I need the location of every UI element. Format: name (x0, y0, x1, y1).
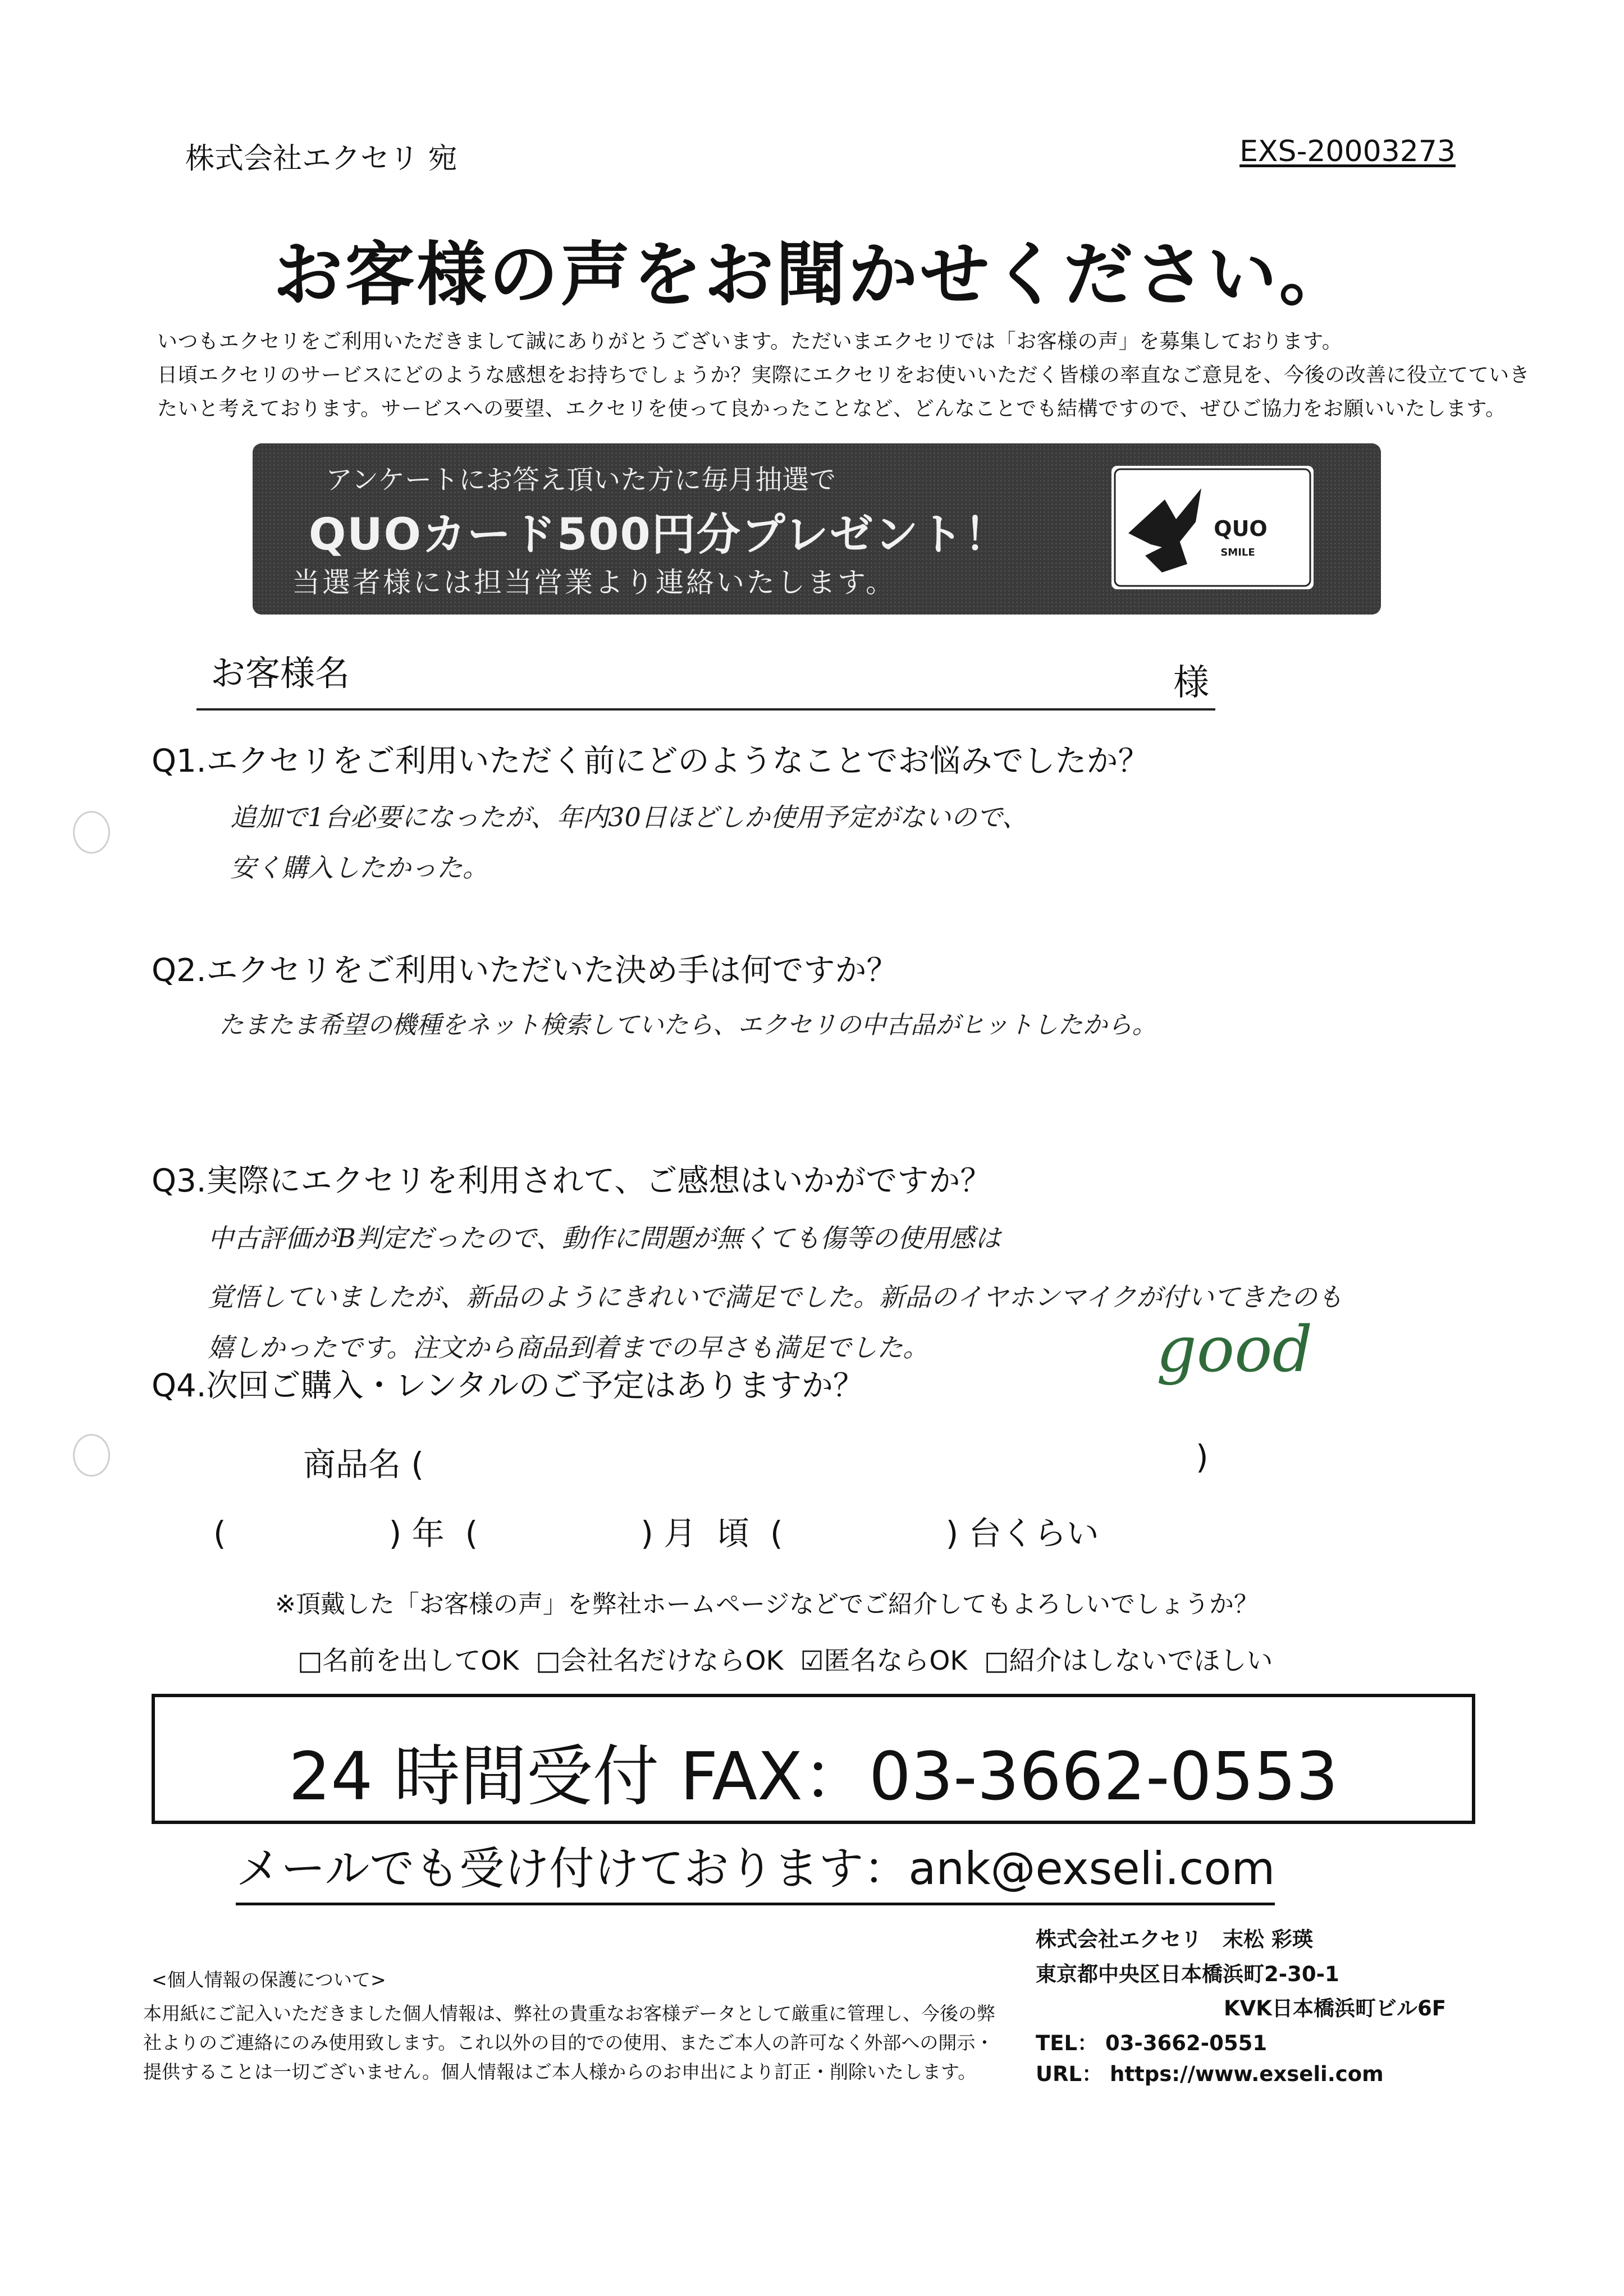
company-address: 東京都中央区日本橋浜町2-30-1 (1036, 1962, 1339, 1986)
purchase-timing-fields[interactable]: ( ) 年 ( ) 月 頃 ( ) 台くらい (213, 1514, 1099, 1552)
quo-card-image (1111, 466, 1314, 589)
fax-number: 24 時間受付 FAX：03-3662-0553 (289, 1738, 1338, 1815)
campaign-banner (253, 443, 1381, 615)
banner-line: 当選者様には担当営業より連絡いたします。 (292, 566, 896, 599)
product-name-close: ) (1196, 1438, 1209, 1476)
intro-line: いつもエクセリをご利用いただきまして誠にありがとうございます。ただいまエクセリでは「お客様の声」を募集しております。 (157, 330, 1343, 353)
good-annotation: good (1156, 1313, 1313, 1386)
product-name-field[interactable]: 商品名 ( (303, 1445, 424, 1483)
answer-q2-line: たまたま希望の機種をネット検索していたら、エクセリの中古品がヒットしたから。 (219, 1011, 1157, 1039)
answer-q1-line: 安く購入したかった。 (230, 853, 488, 883)
intro-line: たいと考えております。サービスへの要望、エクセリを使って良かったことなど、どんなことでも結構ですので、ぜひご協力をお願いいたします。 (157, 397, 1506, 420)
privacy-line: 社よりのご連絡にのみ使用致します。これ以外の目的での使用、またご本人の許可なく外部への開示・ (143, 2032, 994, 2054)
punch-hole (73, 1434, 110, 1477)
answer-q3-line: 嬉しかったです。注文から商品到着までの早さも満足でした。 (208, 1332, 929, 1363)
privacy-line: 本用紙にご記入いただきました個人情報は、弊社の貴重なお客様データとして厳重に管理し、今後の弊 (143, 2002, 995, 2024)
mail-contact: メールでも受け付けております：ank@exseli.com (236, 1832, 1275, 1905)
fax-box (152, 1694, 1475, 1824)
page-title: お客様の声をお聞かせください。 (273, 235, 1351, 315)
question-q4: Q4.次回ご購入・レンタルのご予定はありますか？ (152, 1368, 864, 1404)
punch-hole (73, 811, 110, 854)
company-name: 株式会社エクセリ 末松 彩瑛 (1036, 1927, 1313, 1951)
question-q3: Q3.実際にエクセリを利用されて、ご感想はいかがですか？ (152, 1163, 992, 1199)
company-url[interactable]: URL： https://www.exseli.com (1036, 2062, 1384, 2086)
privacy-title: <個人情報の保護について> (152, 1969, 386, 1991)
banner-headline: QUOカード500円分プレゼント！ (309, 510, 1009, 560)
addressee: 株式会社エクセリ 宛 (185, 142, 458, 176)
answer-q3-line: 中古評価がB判定だったので、動作に問題が無くても傷等の使用感は (208, 1223, 1001, 1253)
intro-line: 日頃エクセリのサービスにどのような感想をお持ちでしょうか？実際にエクセリをお使いいただく皆様の率直なご意見を、今後の改善に役立てていき (157, 364, 1530, 387)
company-address: KVK日本橋浜町ビル6F (1224, 1996, 1446, 2020)
banner-line: アンケートにお答え頂いた方に毎月抽選で (326, 464, 836, 496)
customer-name-field[interactable] (196, 708, 1215, 711)
answer-q1-line: 追加で1台必要になったが、年内30日ほどしか使用予定がないので、 (230, 802, 1028, 832)
customer-name-label: お客様名 (211, 653, 350, 694)
question-q2: Q2.エクセリをご利用いただいた決め手は何ですか？ (152, 952, 898, 989)
quo-tagline: SMILE (1220, 547, 1255, 558)
company-tel: TEL： 03-3662-0551 (1036, 2031, 1268, 2055)
quo-logo: QUO (1214, 516, 1268, 541)
question-q1: Q1.エクセリをご利用いただく前にどのようなことでお悩みでしたか？ (152, 743, 1150, 780)
consent-options[interactable]: □名前を出してOK □会社名だけならOK ☑匿名ならOK □紹介はしないでほしい (298, 1646, 1273, 1676)
consent-question: ※頂戴した「お客様の声」を弊社ホームページなどでご紹介してもよろしいでしょうか？ (275, 1590, 1259, 1619)
answer-q3-line: 覚悟していましたが、新品のようにきれいで満足でした。新品のイヤホンマイクが付いてきたのも (208, 1282, 1343, 1312)
privacy-line: 提供することは一切ございません。個人情報はご本人様からのお申出により訂正・削除いたします。 (143, 2061, 977, 2083)
customer-name-suffix: 様 (1173, 662, 1209, 704)
document-id: EXS-20003273 (1239, 135, 1456, 168)
